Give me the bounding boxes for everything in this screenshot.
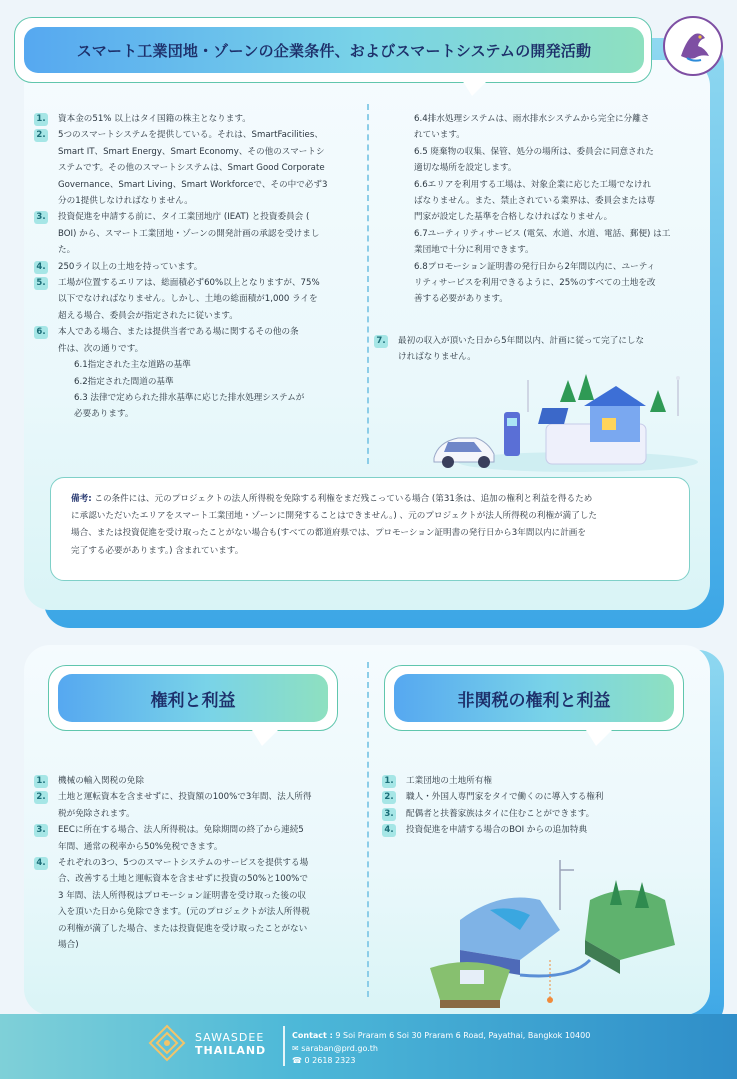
remarks-box: 備考: この条件には、元のプロジェクトの法人所得税を免除する利権をまだ残こっている場合 (第31条は、追加の権利と利益を得るため に承認いただいたエリアをスマート工業団地・ゾーンに開発することはできません。) 、元のプロジェクトが法人所得税の利権が満了した 場合、または投資促進を受け取ったことがない場合も(すべての都道府県では、プロモーション証明書の発行日から3年間以内に計画を 完了する必要があります。) 含まれています。 <box>50 477 690 581</box>
rights-list <box>34 773 359 953</box>
garuda-emblem-icon <box>665 18 721 74</box>
remarks-label: 備考: <box>71 494 92 504</box>
nontax-banner-inner <box>394 674 674 722</box>
condition-item-7: 7. 最初の収入が頂いた日から5年間以内、計画に従って完了にしな ければなりません。 <box>374 333 699 366</box>
contact-email[interactable]: ✉ saraban@prd.go.th <box>292 1044 378 1053</box>
industrial-landscape-illustration <box>420 850 705 1010</box>
nontax-item-1: 1. 工業団地の土地所有権 <box>382 773 702 789</box>
rights-item-4: 4. それぞれの3つ、5つのスマートシステムのサービスを提供する場 合、改善する土地と運転資本を含ませずに投資の50%と100%で 3 年間、法人所得税はプロモーション証明書を受け取った後の収 入を頂いた日から免除できます。(元のプロジェクトが法人所得税 の利権が満了した場合、または投資促進を受け取ったことがない 場合) <box>34 855 359 953</box>
condition-6-sub-list: 6.1指定された主な道路の基準 6.2指定された間道の基準 6.3 法律で定められた排水基準に応じた排水処理システムが 必要あります。 <box>74 360 305 420</box>
condition-item-4: 4. 250ライ以上の土地を持っています。 <box>34 259 354 275</box>
condition-item-1: 1. 資本金の51% 以上はタイ国籍の株主となります。 <box>34 111 354 127</box>
nontax-title: 非関税の権利と利益 <box>457 690 611 711</box>
conditions-left <box>34 111 354 423</box>
nontax-item-2: 2. 職人・外国人専門家をタイで働くのに導入する権利 <box>382 789 702 805</box>
tree-icon <box>560 380 576 402</box>
dam-island-icon <box>460 898 560 961</box>
nontax-item-4: 4. 投資促進を申請する場合のBOI からの追加特典 <box>382 822 702 838</box>
condition-item-2: 2. 5つのスマートシステムを提供している。それは、SmartFacilities、 Smart IT、Smart Energy、Smart Economy、その他のスマートシ ステムです。その他のスマートシステムは、Smart Good Corporate Governance、Smart Living、Smart Workforceで、その中で必ず3 分の1提供しなければなりません。 <box>34 127 354 209</box>
condition-item-3: 3. 投資促進を申請する前に、タイ工業団地庁 (IEAT) と投資委員会 ( BOI) から、スマート工業団地・ゾーンの開発計画の承認を受けまし た。 <box>34 209 354 258</box>
smart-house-icon <box>584 386 646 442</box>
smart-city-illustration <box>428 372 698 472</box>
rights-banner-inner <box>58 674 328 722</box>
title-banner-tail <box>462 80 488 96</box>
lotus-diamond-icon <box>148 1024 186 1062</box>
brand-wordmark: SAWASDEE THAILAND <box>195 1031 267 1057</box>
rights-banner-tail <box>252 730 278 746</box>
rights-item-2: 2. 土地と運転資本を含ませずに、投資額の100%で3年間、法人所得 税が免除されます。 <box>34 789 359 822</box>
rights-item-1: 1. 機械の輸入関税の免除 <box>34 773 359 789</box>
nontax-banner-tail <box>586 730 612 746</box>
condition-item-6: 6. 本人である場合、または提供当者である場に関するその他の条 件は、次の通りです。 <box>34 324 354 357</box>
nontax-list <box>382 773 702 839</box>
mail-icon: ✉ <box>292 1044 299 1053</box>
rights-item-3: 3. EECに所在する場合、法人所得税は。免除期間の終了から連続5 年間、通常の税率から50%免税できます。 <box>34 822 359 855</box>
condition-item-5: 5. 工場が位置するエリアは、総面積必ず60%以上となりますが、75% 以下でなければなりません。しかし、土地の総面積が1,000 ライを 超える場合、委員会が指定されたに従います。 <box>34 275 354 324</box>
phone-icon: ☎ <box>292 1056 302 1065</box>
title-banner-inner <box>24 27 644 73</box>
agency-logo <box>663 16 723 76</box>
column-divider-bottom <box>367 662 369 997</box>
contact-address: Contact : 9 Soi Praram 6 Soi 30 Praram 6 Road, Payathai, Bangkok 10400 <box>292 1031 591 1040</box>
solar-panel-icon <box>538 408 568 424</box>
sawasdee-logo <box>148 1024 186 1062</box>
nontax-item-3: 3. 配偶者と扶養家族はタイに住むことができます。 <box>382 806 702 822</box>
page-title: スマート工業団地・ゾーンの企業条件、およびスマートシステムの開発活動 <box>76 41 592 60</box>
footer-separator <box>283 1026 285 1066</box>
conditions-right <box>414 111 699 308</box>
condition-6-sub-list-continued: 6.4排水処理システムは、雨水排水システムから完全に分離さ れています。 6.5 廃棄物の収集、保管、処分の場所は、委員会に同意された 適切な場所を設定します。 6.6エリアを利用する工場は、対象企業に応じた工場でなけれ ばなりません。また、禁止されている業界は、委員会または専 門家が設定した基準を合格しなければなりません。 6.7ユーティリティサービス (電気、水道、水道、電話、郵便) は工 業団地で十分に利用できます。 6.8プロモーション証明書の発行日から2年間以内に、ユーティ リティサービスを利用できるように、25%のすべての土地を改 善する必要があります。 <box>414 114 671 305</box>
rights-title: 権利と利益 <box>150 690 236 711</box>
column-divider-top <box>367 104 369 464</box>
contact-phone: ☎ 0 2618 2323 <box>292 1056 356 1065</box>
